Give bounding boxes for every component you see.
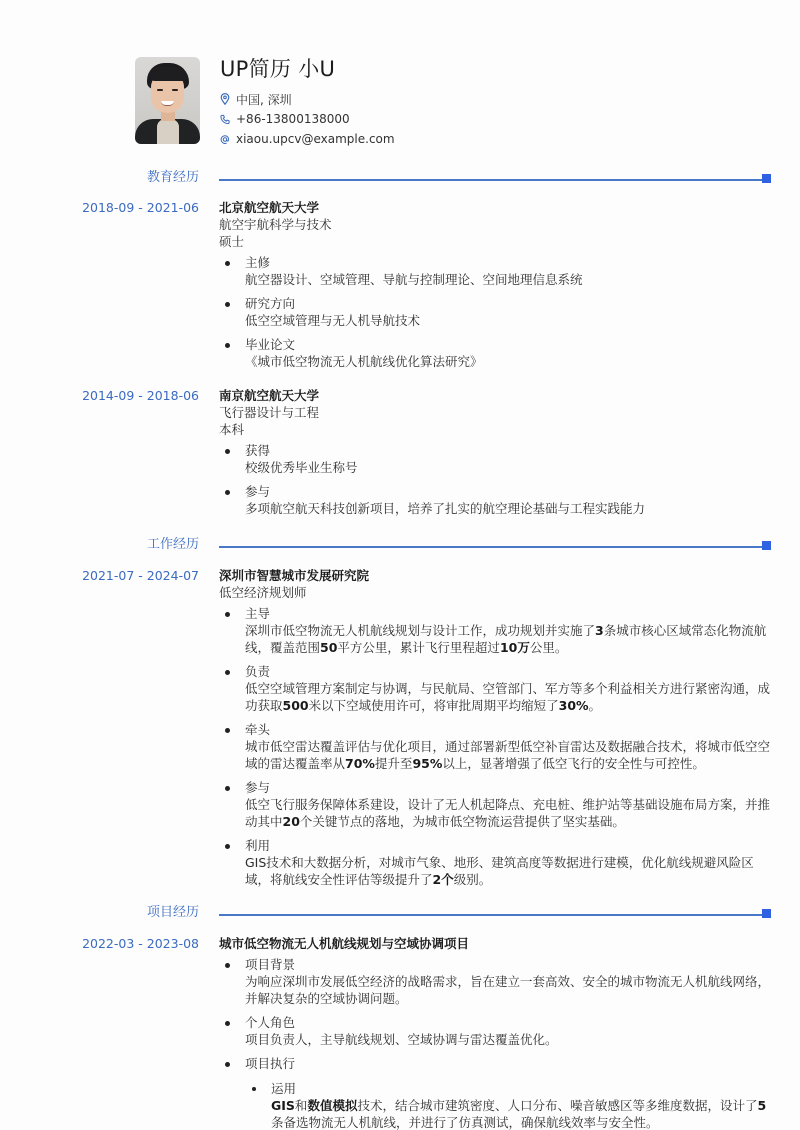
contact-phone [220, 109, 395, 129]
list-item: 牵头 城市低空雷达覆盖评估与优化项目，通过部署新型低空补盲雷达及数据融合技术，将城市低空空域的雷达覆盖率从70%提升至95%以上，显著增强了低空飞行的安全性与可控性。 [219, 721, 774, 772]
section-divider [219, 546, 762, 548]
email-text[interactable]: xiaou.upcv@example.com [236, 132, 395, 146]
phone-icon [220, 113, 230, 125]
list-item: 项目背景 为响应深圳市发展低空经济的战略需求，旨在建立一套高效、安全的城市物流无人机航线网络，并解决复杂的空域协调问题。 [219, 956, 774, 1007]
list-item: 负责 低空空域管理方案制定与协调，与民航局、空管部门、军方等多个利益相关方进行紧密沟通，成功获取500米以下空域使用许可，将审批周期平均缩短了30%。 [219, 663, 774, 714]
contact-location [220, 89, 395, 109]
major: 飞行器设计与工程 [219, 405, 320, 420]
section-education-header [0, 168, 800, 188]
entry-date: 2022-03 - 2023-08 [82, 936, 199, 951]
list-item: 个人角色 项目负责人，主导航线规划、空域协调与雷达覆盖优化。 [219, 1014, 774, 1048]
contact-email [220, 129, 395, 149]
school-name: 南京航空航天大学 [219, 388, 320, 403]
section-title: 项目经历 [146, 905, 199, 920]
section-marker [762, 909, 771, 918]
company-name: 深圳市智慧城市发展研究院 [219, 568, 370, 583]
degree: 硕士 [219, 234, 245, 249]
section-title: 教育经历 [146, 170, 199, 185]
entry-date: 2018-09 - 2021-06 [82, 200, 199, 215]
section-projects-header [0, 903, 800, 923]
section-title: 工作经历 [146, 537, 199, 552]
contact-list [220, 89, 395, 149]
profile-photo [135, 57, 200, 144]
section-marker [762, 541, 771, 550]
candidate-name: UP简历 小U [220, 57, 336, 81]
list-item: 项目执行 运用 GIS和数值模拟技术，结合城市建筑密度、人口分布、噪音敏感区等多维度数据，设计了5条备选物流无人机航线，并进行了仿真测试，确保航线效率与安全性。 [219, 1055, 774, 1130]
degree: 本科 [219, 422, 245, 437]
section-marker [762, 174, 771, 183]
school-name: 北京航空航天大学 [219, 200, 320, 215]
list-item: 主修 航空器设计、空域管理、导航与控制理论、空间地理信息系统 [219, 254, 774, 288]
bullet-list [219, 605, 774, 888]
list-item: 毕业论文 《城市低空物流无人机航线优化算法研究》 [219, 336, 774, 370]
phone-text[interactable]: +86-13800138000 [236, 112, 350, 126]
bullet-list [219, 442, 774, 517]
bullet-list [219, 254, 774, 370]
job-title: 低空经济规划师 [219, 585, 307, 600]
location-text: 中国, 深圳 [236, 92, 292, 107]
bullet-list [219, 956, 774, 1130]
resume-header [135, 57, 395, 149]
section-divider [219, 179, 762, 181]
project-name: 城市低空物流无人机航线规划与空域协调项目 [219, 936, 470, 951]
list-item: 参与 多项航空航天科技创新项目，培养了扎实的航空理论基础与工程实践能力 [219, 483, 774, 517]
sub-list-item: 运用 GIS和数值模拟技术，结合城市建筑密度、人口分布、噪音敏感区等多维度数据，设计了5条备选物流无人机航线，并进行了仿真测试，确保航线效率与安全性。 [245, 1080, 774, 1130]
entry-date: 2014-09 - 2018-06 [82, 388, 199, 403]
list-item: 研究方向 低空空域管理与无人机导航技术 [219, 295, 774, 329]
list-item: 获得 校级优秀毕业生称号 [219, 442, 774, 476]
list-item: 参与 低空飞行服务保障体系建设，设计了无人机起降点、充电桩、维护站等基础设施布局方案，并推动其中20个关键节点的落地，为城市低空物流运营提供了坚实基础。 [219, 779, 774, 830]
section-work-header [0, 535, 800, 555]
list-item: 主导 深圳市低空物流无人机航线规划与设计工作，成功规划并实施了3条城市核心区域常态化物流航线，覆盖范围50平方公里，累计飞行里程超过10万公里。 [219, 605, 774, 656]
at-icon [220, 133, 230, 145]
section-divider [219, 914, 762, 916]
personal-info [220, 57, 395, 149]
entry-date: 2021-07 - 2024-07 [82, 568, 199, 583]
sub-bullet-list [245, 1080, 774, 1130]
major: 航空宇航科学与技术 [219, 217, 332, 232]
list-item: 利用 GIS技术和大数据分析，对城市气象、地形、建筑高度等数据进行建模，优化航线规避风险区域，将航线安全性评估等级提升了2个级别。 [219, 837, 774, 888]
map-pin-icon [220, 93, 230, 105]
